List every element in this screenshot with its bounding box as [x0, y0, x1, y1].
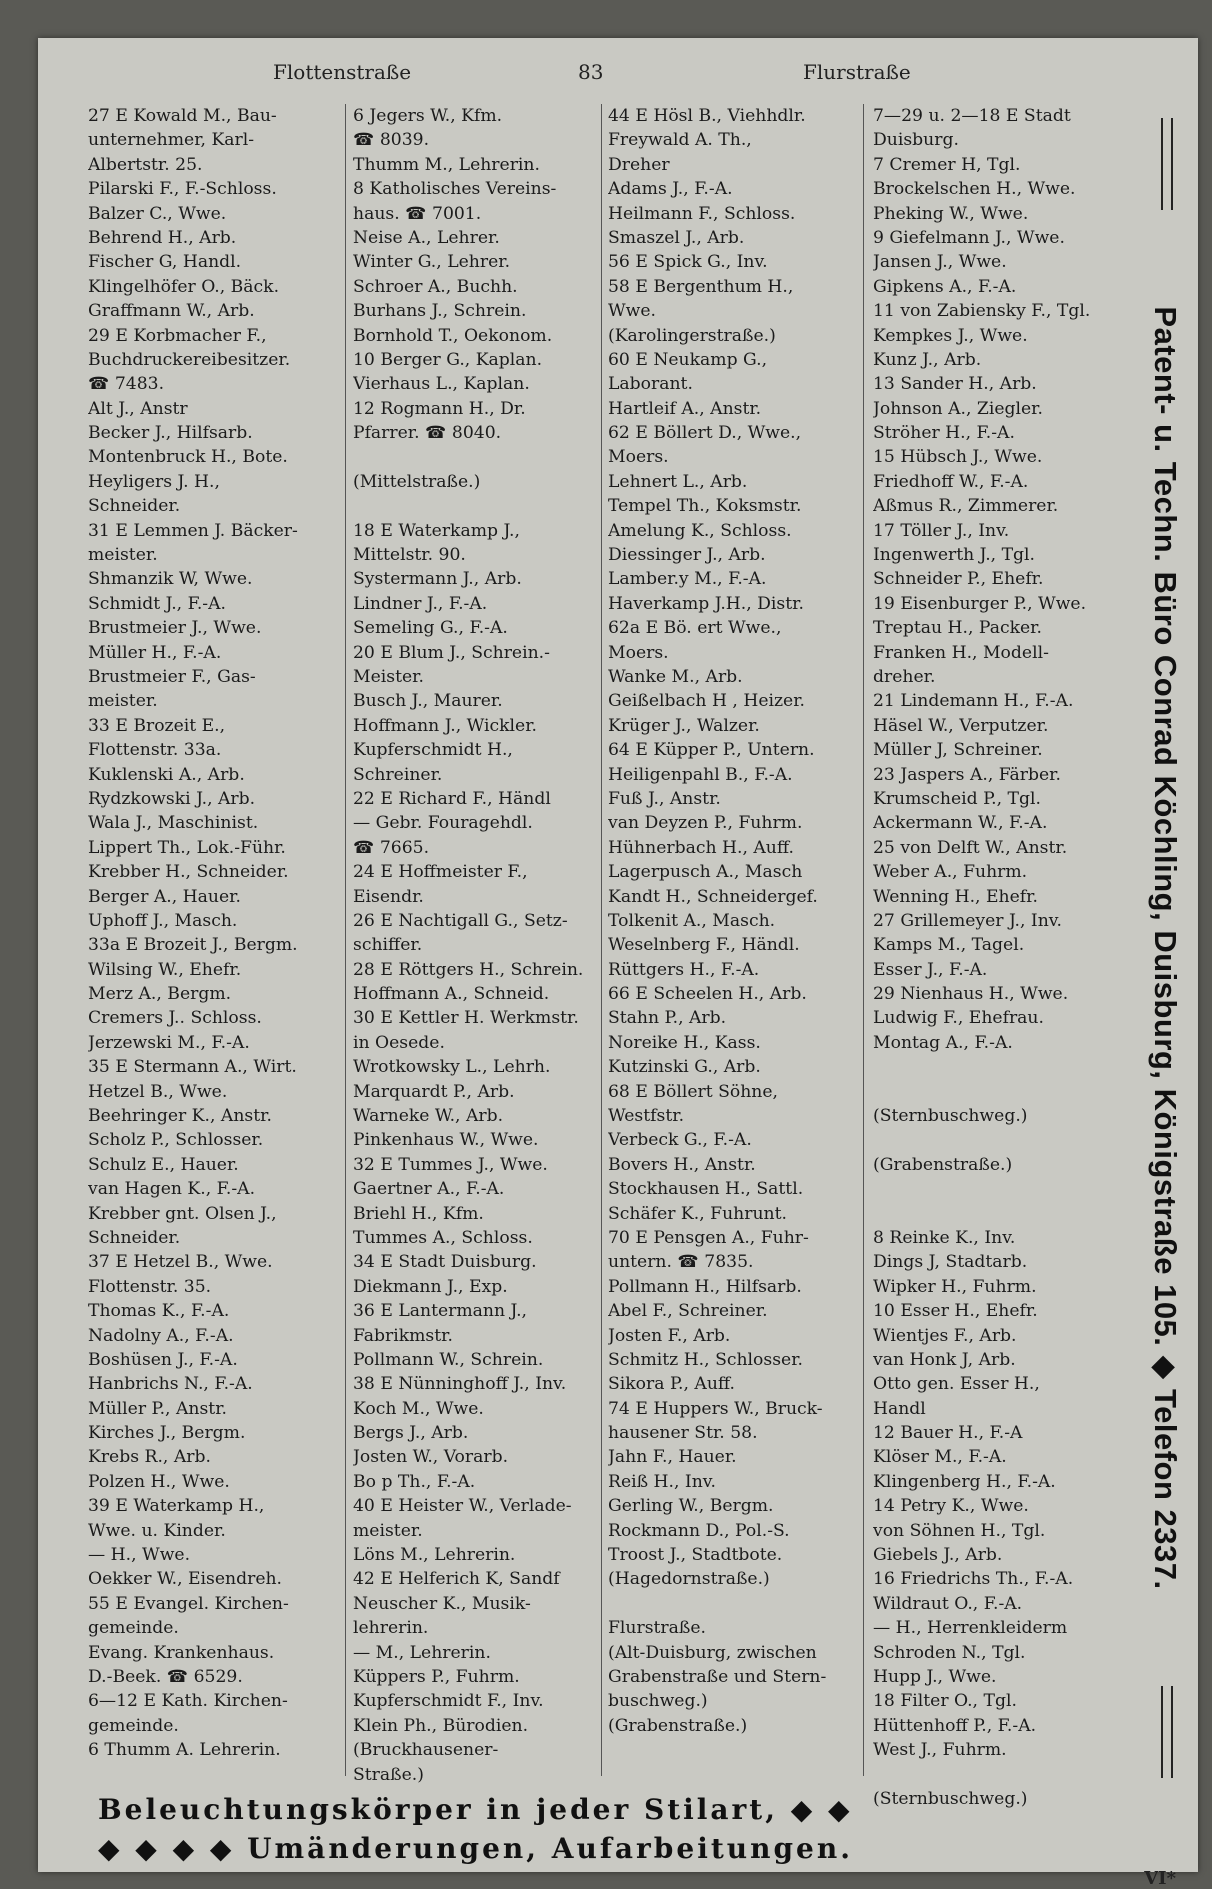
directory-column-3 — [608, 104, 908, 1738]
directory-entry: Tummes A., Schloss. — [353, 1227, 533, 1248]
directory-entry — [353, 494, 648, 518]
directory-entry: Schroden N., Tgl. — [873, 1642, 1026, 1663]
directory-entry: Abel F., Schreiner. — [608, 1301, 768, 1322]
directory-entry: Wientjes F., Arb. — [873, 1325, 1017, 1346]
directory-entry: Jerzewski M., F.-A. — [88, 1032, 250, 1053]
directory-entry: 27 Grillemeyer J., Inv. — [873, 910, 1062, 931]
directory-entry: Hanbrichs N., F.-A. — [88, 1374, 253, 1395]
directory-entry: 74 E Huppers W., Bruck- — [608, 1398, 823, 1419]
directory-entry: 62a E Bö. ert Wwe., — [608, 618, 782, 639]
directory-entry: 34 E Stadt Duisburg. — [353, 1252, 537, 1273]
directory-entry: Semeling G., F.-A. — [353, 618, 508, 639]
directory-entry: Johnson A., Ziegler. — [873, 398, 1043, 419]
directory-entry: Oekker W., Eisendreh. — [88, 1569, 283, 1590]
directory-entry: Flottenstr. 35. — [88, 1276, 212, 1297]
directory-entry: Kunz J., Arb. — [873, 349, 982, 370]
directory-entry: Bergs J., Arb. — [353, 1423, 469, 1444]
directory-entry: Schroer A., Buchh. — [353, 276, 518, 297]
directory-entry: Montenbruck H., Bote. — [88, 447, 288, 468]
directory-entry: Heiligenpahl B., F.-A. — [608, 764, 793, 785]
directory-entry: Alt J., Anstr — [88, 398, 188, 419]
directory-entry: Nadolny A., F.-A. — [88, 1325, 234, 1346]
directory-entry: Smaszel J., Arb. — [608, 227, 745, 248]
directory-entry: Schmitz H., Schlosser. — [608, 1349, 803, 1370]
directory-entry: Hupp J., Wwe. — [873, 1667, 997, 1687]
directory-entry: unternehmer, Karl- — [88, 130, 255, 151]
directory-entry: 16 Friedrichs Th., F.-A. — [873, 1569, 1074, 1590]
directory-entry: ☎ 8039. — [353, 130, 430, 151]
directory-entry: West J., Fuhrm. — [873, 1740, 1007, 1761]
directory-entry: Pfarrer. ☎ 8040. — [353, 423, 502, 444]
directory-entry: Lamber.y M., F.-A. — [608, 569, 767, 590]
directory-entry: Stahn P., Arb. — [608, 1008, 727, 1029]
directory-entry: Lindner J., F.-A. — [353, 593, 488, 614]
directory-entry: Diessinger J., Arb. — [608, 545, 766, 566]
directory-entry: ☎ 7483. — [88, 374, 165, 395]
directory-entry: 36 E Lantermann J., — [353, 1301, 527, 1322]
directory-entry: Otto gen. Esser H., — [873, 1374, 1040, 1395]
directory-entry: schiffer. — [353, 935, 423, 956]
directory-entry: 6—12 E Kath. Kirchen- — [88, 1691, 288, 1712]
directory-page — [38, 38, 1198, 1889]
directory-entry: Lehnert L., Arb. — [608, 471, 748, 492]
directory-entry: Wwe. — [608, 301, 657, 322]
directory-entry: Meister. — [353, 666, 424, 687]
directory-entry: Adams J., F.-A. — [608, 179, 733, 200]
directory-entry: Schäfer K., Fuhrunt. — [608, 1203, 787, 1224]
directory-entry: 21 Lindemann H., F.-A. — [873, 691, 1074, 712]
directory-entry: Krebber H., Schneider. — [88, 862, 289, 883]
directory-entry: Schreiner. — [353, 764, 443, 785]
directory-entry: Winter G., Lehrer. — [353, 252, 511, 273]
directory-entry: 28 E Röttgers H., Schrein. — [353, 959, 584, 980]
directory-entry: Pollmann H., Hilfsarb. — [608, 1276, 802, 1297]
directory-entry: Warneke W., Arb. — [353, 1106, 504, 1127]
directory-entry: (Hagedornstraße.) — [608, 1569, 770, 1590]
directory-entry: Lagerpusch A., Masch — [608, 862, 803, 883]
directory-entry: (Alt-Duisburg, zwischen — [608, 1642, 817, 1663]
directory-entry: Brustmeier J., Wwe. — [88, 618, 262, 639]
directory-entry: Stockhausen H., Sattl. — [608, 1179, 804, 1200]
directory-entry: Montag A., F.-A. — [873, 1032, 1013, 1053]
directory-entry: 11 von Zabiensky F., Tgl. — [873, 301, 1091, 322]
directory-entry: 15 Hübsch J., Wwe. — [873, 447, 1043, 468]
directory-entry: Noreike H., Kass. — [608, 1032, 761, 1053]
directory-entry: 7 Cremer H, Tgl. — [873, 154, 1021, 175]
directory-entry: Schneider P., Ehefr. — [873, 569, 1044, 590]
directory-entry: Neuscher K., Musik- — [353, 1593, 531, 1614]
directory-entry: Kandt H., Schneidergef. — [608, 886, 818, 907]
banner-line-1: Beleuchtungskörper in jeder Stilart, ◆ ◆ — [98, 1793, 853, 1826]
directory-entry: (Sternbuschweg.) — [873, 1106, 1028, 1127]
directory-entry: Pollmann W., Schrein. — [353, 1349, 544, 1370]
directory-entry: Jahn F., Hauer. — [608, 1447, 737, 1468]
directory-entry: Berger A., Hauer. — [88, 886, 241, 907]
directory-entry: (Grabenstraße.) — [873, 1154, 1013, 1175]
directory-entry: 10 Esser H., Ehefr. — [873, 1301, 1038, 1322]
directory-entry: Behrend H., Arb. — [88, 227, 237, 248]
directory-entry: Treptau H., Packer. — [873, 618, 1042, 639]
directory-entry: (Bruckhausener- — [353, 1740, 499, 1761]
directory-entry: Moers. — [608, 447, 669, 468]
directory-entry: Ingenwerth J., Tgl. — [873, 545, 1036, 566]
directory-entry: in Oesede. — [353, 1032, 445, 1053]
directory-entry: Ströher H., F.-A. — [873, 423, 1015, 444]
page-number: 83 — [578, 60, 604, 84]
directory-entry: Diekmann J., Exp. — [353, 1276, 508, 1297]
directory-entry: Neise A., Lehrer. — [353, 227, 500, 248]
directory-entry: Müller J, Schreiner. — [873, 740, 1043, 761]
directory-entry: — Gebr. Fouragehdl. — [353, 813, 533, 834]
directory-entry — [353, 445, 648, 469]
directory-entry: Boshüsen J., F.-A. — [88, 1349, 238, 1370]
directory-entry: 44 E Hösl B., Viehhdlr. — [608, 106, 806, 126]
directory-entry: Lippert Th., Lok.-Führ. — [88, 837, 286, 858]
directory-entry: Klingelhöfer O., Bäck. — [88, 276, 280, 297]
directory-entry: 42 E Helferich K, Sandf — [353, 1569, 560, 1590]
directory-entry: Wipker H., Fuhrm. — [873, 1276, 1037, 1297]
directory-entry: (Mittelstraße.) — [353, 471, 481, 492]
directory-entry: meister. — [88, 691, 158, 712]
directory-entry: Sikora P., Auff. — [608, 1374, 735, 1395]
directory-entry: van Honk J, Arb. — [873, 1349, 1016, 1370]
directory-entry: 62 E Böllert D., Wwe., — [608, 423, 802, 444]
directory-entry: 64 E Küpper P., Untern. — [608, 740, 815, 761]
directory-entry: Grabenstraße und Stern- — [608, 1667, 827, 1687]
directory-entry: Krebber gnt. Olsen J., — [88, 1203, 277, 1224]
directory-entry: Krumscheid P., Tgl. — [873, 788, 1041, 809]
directory-entry: 39 E Waterkamp H., — [88, 1496, 265, 1517]
directory-entry: Beehringer K., Anstr. — [88, 1106, 272, 1127]
directory-entry: Schneider. — [88, 1227, 181, 1248]
directory-entry: (Grabenstraße.) — [608, 1715, 748, 1736]
directory-entry: van Deyzen P., Fuhrm. — [608, 813, 803, 834]
directory-entry: Häsel W., Verputzer. — [873, 715, 1049, 736]
directory-entry: 14 Petry K., Wwe. — [873, 1496, 1029, 1517]
directory-entry: 13 Sander H., Arb. — [873, 374, 1037, 395]
ad-border-top — [1161, 118, 1173, 210]
directory-entry: Duisburg. — [873, 130, 959, 151]
banner-line-2: ◆ ◆ ◆ ◆ Umänderungen, Aufarbeitungen. — [98, 1832, 853, 1865]
directory-entry: 6 Thumm A. Lehrerin. — [88, 1740, 281, 1761]
directory-entry: Ludwig F., Ehefrau. — [873, 1008, 1044, 1029]
directory-entry: 56 E Spick G., Inv. — [608, 252, 768, 273]
directory-entry: Jansen J., Wwe. — [873, 252, 1007, 273]
directory-entry: 9 Giefelmann J., Wwe. — [873, 227, 1065, 248]
directory-entry: Aßmus R., Zimmerer. — [873, 496, 1059, 517]
directory-entry: Kempkes J., Wwe. — [873, 325, 1028, 346]
signature-mark: VI* — [1144, 1868, 1176, 1889]
directory-entry: Polzen H., Wwe. — [88, 1471, 230, 1492]
directory-entry: Uphoff J., Masch. — [88, 910, 238, 931]
directory-entry: meister. — [88, 545, 158, 566]
directory-entry: hausener Str. 58. — [608, 1423, 758, 1444]
directory-entry: Hüttenhoff P., F.-A. — [873, 1715, 1037, 1736]
directory-entry: van Hagen K., F.-A. — [88, 1179, 256, 1200]
ad-border-bottom — [1161, 1686, 1173, 1778]
directory-entry: Eisendr. — [353, 886, 424, 907]
directory-entry: 68 E Böllert Söhne, — [608, 1081, 778, 1102]
directory-entry: Busch J., Maurer. — [353, 691, 503, 712]
directory-entry: Amelung K., Schloss. — [608, 520, 792, 541]
directory-entry: Gaertner A., F.-A. — [353, 1179, 505, 1200]
directory-entry: 20 E Blum J., Schrein.- — [353, 642, 550, 663]
directory-entry: ☎ 7665. — [353, 837, 430, 858]
directory-entry: Gerling W., Bergm. — [608, 1496, 774, 1517]
directory-entry: Vierhaus L., Kaplan. — [353, 374, 530, 395]
directory-entry: Schulz E., Hauer. — [88, 1154, 239, 1175]
directory-entry: meister. — [353, 1520, 423, 1541]
directory-entry: 23 Jaspers A., Färber. — [873, 764, 1061, 785]
directory-entry: Rockmann D., Pol.-S. — [608, 1520, 790, 1541]
directory-entry: Dreher — [608, 154, 670, 175]
directory-entry: Wwe. u. Kinder. — [88, 1520, 226, 1541]
directory-entry: Franken H., Modell- — [873, 642, 1049, 663]
directory-entry: Küppers P., Fuhrm. — [353, 1667, 520, 1687]
directory-entry: Krebs R., Arb. — [88, 1447, 211, 1468]
directory-entry: 17 Töller J., Inv. — [873, 520, 1010, 541]
directory-entry: 6 Jegers W., Kfm. — [353, 106, 503, 126]
directory-entry: 37 E Hetzel B., Wwe. — [88, 1252, 273, 1273]
directory-entry: Kamps M., Tagel. — [873, 935, 1025, 956]
directory-entry: 40 E Heister W., Verlade- — [353, 1496, 572, 1517]
directory-entry: Rydzkowski J., Arb. — [88, 788, 256, 809]
directory-entry: Fischer G, Handl. — [88, 252, 242, 273]
directory-entry: D.-Beek. ☎ 6529. — [88, 1667, 243, 1687]
directory-entry: Systermann J., Arb. — [353, 569, 522, 590]
directory-entry: buschweg.) — [608, 1691, 708, 1712]
directory-entry: haus. ☎ 7001. — [353, 203, 482, 224]
directory-entry: Dings J, Stadtarb. — [873, 1252, 1028, 1273]
directory-entry: Buchdruckereibesitzer. — [88, 349, 291, 370]
directory-entry: 22 E Richard F., Händl — [353, 788, 551, 809]
directory-entry: 29 Nienhaus H., Wwe. — [873, 984, 1069, 1005]
directory-entry: Marquardt P., Arb. — [353, 1081, 515, 1102]
directory-entry: 38 E Nünninghoff J., Inv. — [353, 1374, 567, 1395]
directory-entry: Albertstr. 25. — [88, 154, 203, 175]
page-header — [38, 56, 1158, 90]
directory-entry: Wala J., Maschinist. — [88, 813, 259, 834]
directory-entry: Balzer C., Wwe. — [88, 203, 227, 224]
directory-column-1 — [88, 104, 388, 1763]
directory-entry: Burhans J., Schrein. — [353, 301, 527, 322]
directory-entry: Koch M., Wwe. — [353, 1398, 484, 1419]
directory-entry: Klein Ph., Bürodien. — [353, 1715, 529, 1736]
directory-entry: Thumm M., Lehrerin. — [353, 154, 540, 175]
directory-entry: Kutzinski G., Arb. — [608, 1057, 761, 1078]
directory-entry: 7—29 u. 2—18 E Stadt — [873, 106, 1071, 126]
directory-entry: 33 E Brozeit E., — [88, 715, 226, 736]
directory-entry: 24 E Hoffmeister F., — [353, 862, 528, 883]
directory-entry: 30 E Kettler H. Werkmstr. — [353, 1008, 579, 1029]
advert-text: Patent- u. Techn. Büro Conrad Köchling, Duisburg, Königstraße 105. ◆ Telefon 2337. — [1148, 306, 1183, 1590]
directory-entry: 27 E Kowald M., Bau- — [88, 106, 277, 126]
directory-entry: (Sternbuschweg.) — [873, 1788, 1028, 1809]
directory-entry: 25 von Delft W., Anstr. — [873, 837, 1068, 858]
directory-entry: Weselnberg F., Händl. — [608, 935, 800, 956]
directory-entry: Tolkenit A., Masch. — [608, 910, 776, 931]
directory-entry: Brockelschen H., Wwe. — [873, 179, 1076, 200]
directory-entry: Esser J., F.-A. — [873, 959, 988, 980]
directory-entry: Hetzel B., Wwe. — [88, 1081, 228, 1102]
directory-entry: Becker J., Hilfsarb. — [88, 423, 253, 444]
directory-entry: Hühnerbach H., Auff. — [608, 837, 794, 858]
directory-entry: lehrerin. — [353, 1618, 429, 1639]
directory-entry: Geißelbach H , Heizer. — [608, 691, 806, 712]
side-advertisement — [1123, 118, 1212, 1778]
directory-entry: Krüger J., Walzer. — [608, 715, 760, 736]
directory-entry: 60 E Neukamp G., — [608, 349, 768, 370]
directory-entry: Heilmann F., Schloss. — [608, 203, 796, 224]
directory-entry: Wildraut O., F.-A. — [873, 1593, 1023, 1614]
directory-entry: Bovers H., Anstr. — [608, 1154, 756, 1175]
directory-entry: Klingenberg H., F.-A. — [873, 1471, 1056, 1492]
directory-entry: dreher. — [873, 666, 936, 687]
directory-entry: Kirches J., Bergm. — [88, 1423, 246, 1444]
directory-entry: Ackermann W., F.-A. — [873, 813, 1048, 834]
directory-entry: Pilarski F., F.-Schloss. — [88, 179, 277, 200]
directory-entry: Haverkamp J.H., Distr. — [608, 593, 804, 614]
directory-entry: Hoffmann A., Schneid. — [353, 984, 550, 1005]
directory-entry: Westfstr. — [608, 1106, 685, 1127]
directory-entry: Tempel Th., Koksmstr. — [608, 496, 802, 517]
directory-entry: 32 E Tummes J., Wwe. — [353, 1154, 548, 1175]
directory-entry: Pheking W., Wwe. — [873, 203, 1029, 224]
directory-entry: 19 Eisenburger P., Wwe. — [873, 593, 1087, 614]
directory-entry: (Karolingerstraße.) — [608, 325, 776, 346]
directory-entry: Klöser M., F.-A. — [873, 1447, 1007, 1468]
directory-entry: Josten W., Vorarb. — [353, 1447, 509, 1468]
directory-entry: Wanke M., Arb. — [608, 666, 743, 687]
directory-entry: Fabrikmstr. — [353, 1325, 453, 1346]
directory-entry: Rüttgers H., F.-A. — [608, 959, 760, 980]
directory-entry: Shmanzik W, Wwe. — [88, 569, 253, 590]
directory-entry: Verbeck G., F.-A. — [608, 1130, 752, 1151]
directory-entry: Bo p Th., F.-A. — [353, 1471, 476, 1492]
directory-entry: Schneider. — [88, 496, 181, 517]
directory-entry: Straße.) — [353, 1764, 424, 1785]
directory-entry: Reiß H., Inv. — [608, 1471, 716, 1492]
directory-entry: Josten F., Arb. — [608, 1325, 731, 1346]
directory-entry: Troost J., Stadtbote. — [608, 1545, 783, 1566]
directory-entry: gemeinde. — [88, 1715, 179, 1736]
directory-entry: Fuß J., Anstr. — [608, 788, 721, 809]
directory-entry: Hoffmann J., Wickler. — [353, 715, 537, 736]
directory-entry: Gipkens A., F.-A. — [873, 276, 1017, 297]
directory-entry: — M., Lehrerin. — [353, 1642, 491, 1663]
directory-entry: Merz A., Bergm. — [88, 984, 232, 1005]
directory-entry: 8 Katholisches Vereins- — [353, 179, 557, 200]
header-right-street: Flurstraße — [803, 60, 911, 84]
directory-entry: 58 E Bergenthum H., — [608, 276, 794, 297]
directory-column-2 — [353, 104, 648, 1787]
directory-entry: Hartleif A., Anstr. — [608, 398, 762, 419]
directory-entry: Wilsing W., Ehefr. — [88, 959, 242, 980]
directory-entry: 33a E Brozeit J., Bergm. — [88, 935, 298, 956]
directory-entry: Kupferschmidt H., — [353, 740, 513, 761]
directory-entry: Handl — [873, 1398, 926, 1419]
directory-entry: Cremers J.. Schloss. — [88, 1008, 262, 1029]
directory-entry: untern. ☎ 7835. — [608, 1252, 754, 1273]
directory-entry: Wenning H., Ehefr. — [873, 886, 1038, 907]
directory-entry: Weber A., Fuhrm. — [873, 862, 1028, 883]
directory-entry: Wrotkowsky L., Lehrh. — [353, 1057, 551, 1078]
directory-entry — [608, 1592, 908, 1616]
directory-entry: Müller H., F.-A. — [88, 642, 222, 663]
header-left-street: Flottenstraße — [273, 60, 412, 84]
directory-entry: 12 Rogmann H., Dr. — [353, 398, 526, 419]
directory-entry: Giebels J., Arb. — [873, 1545, 1003, 1566]
directory-entry: Pinkenhaus W., Wwe. — [353, 1130, 539, 1151]
directory-entry: Scholz P., Schlosser. — [88, 1130, 264, 1151]
directory-entry: Bornhold T., Oekonom. — [353, 325, 553, 346]
directory-entry: — H., Wwe. — [88, 1545, 191, 1566]
directory-entry: Müller P., Anstr. — [88, 1398, 227, 1419]
bottom-banner — [98, 1793, 1188, 1865]
directory-entry: Brustmeier F., Gas- — [88, 666, 256, 687]
directory-entry: 18 E Waterkamp J., — [353, 520, 520, 541]
directory-entry: Schmidt J., F.-A. — [88, 593, 226, 614]
directory-entry: Graffmann W., Arb. — [88, 301, 255, 322]
directory-entry: Flurstraße. — [608, 1618, 707, 1639]
directory-entry: Heyligers J. H., — [88, 471, 220, 492]
directory-entry: 8 Reinke K., Inv. — [873, 1227, 1016, 1248]
directory-entry: 18 Filter O., Tgl. — [873, 1691, 1017, 1712]
directory-entry: 35 E Stermann A., Wirt. — [88, 1057, 297, 1078]
directory-entry: gemeinde. — [88, 1618, 179, 1639]
directory-entry: Flottenstr. 33a. — [88, 740, 222, 761]
directory-entry: — H., Herrenkleiderm — [873, 1618, 1068, 1639]
directory-entry: 10 Berger G., Kaplan. — [353, 349, 543, 370]
directory-entry: Friedhoff W., F.-A. — [873, 471, 1029, 492]
directory-entry: Thomas K., F.-A. — [88, 1301, 230, 1322]
directory-entry: Moers. — [608, 642, 669, 663]
directory-entry: 26 E Nachtigall G., Setz- — [353, 910, 568, 931]
directory-entry: Briehl H., Kfm. — [353, 1203, 484, 1224]
directory-entry: Kuklenski A., Arb. — [88, 764, 245, 785]
directory-entry: 70 E Pensgen A., Fuhr- — [608, 1227, 809, 1248]
directory-entry: Mittelstr. 90. — [353, 545, 466, 566]
directory-entry: Löns M., Lehrerin. — [353, 1545, 516, 1566]
directory-entry: 31 E Lemmen J. Bäcker- — [88, 520, 298, 541]
directory-entry: Kupferschmidt F., Inv. — [353, 1691, 544, 1712]
directory-entry: 12 Bauer H., F.-A — [873, 1423, 1023, 1444]
directory-entry: von Söhnen H., Tgl. — [873, 1520, 1046, 1541]
directory-entry: 29 E Korbmacher F., — [88, 325, 267, 346]
directory-entry: Evang. Krankenhaus. — [88, 1642, 275, 1663]
directory-entry: Laborant. — [608, 374, 693, 395]
directory-entry: 55 E Evangel. Kirchen- — [88, 1593, 289, 1614]
directory-entry: Freywald A. Th., — [608, 130, 752, 151]
directory-entry: 66 E Scheelen H., Arb. — [608, 984, 807, 1005]
